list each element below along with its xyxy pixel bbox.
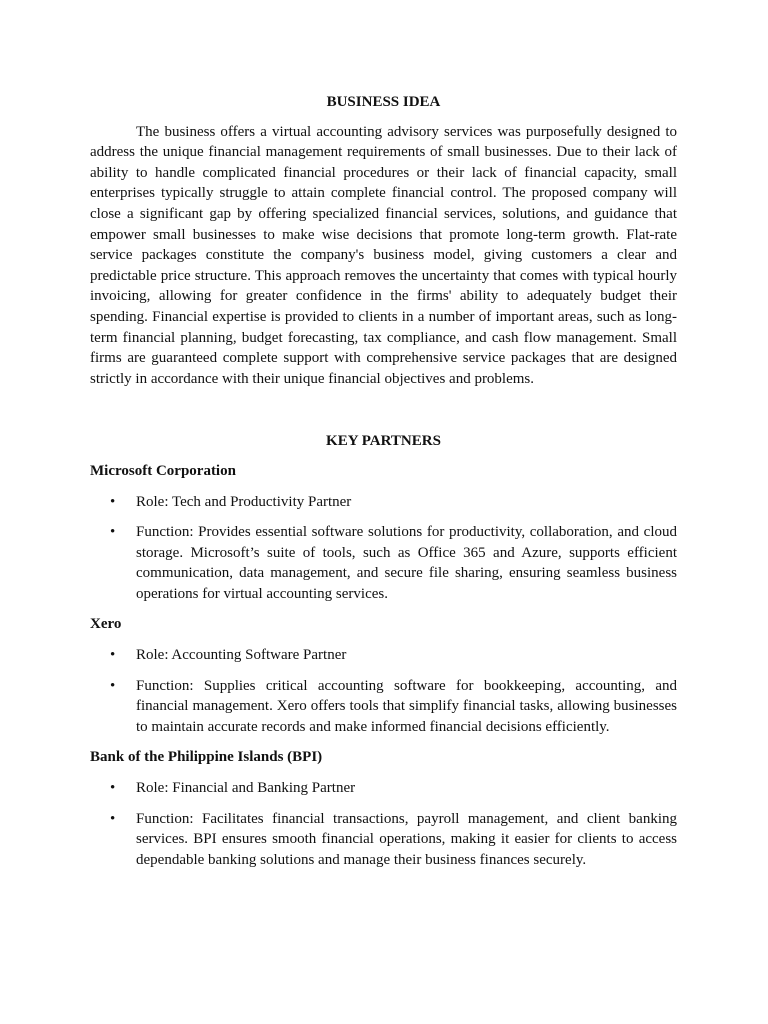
partner-name: Microsoft Corporation bbox=[90, 462, 236, 479]
bullet-icon: • bbox=[110, 810, 116, 827]
partner-role-text: Role: Tech and Productivity Partner bbox=[136, 493, 352, 510]
partner-role-item bbox=[90, 492, 677, 513]
business-idea-heading: BUSINESS IDEA bbox=[326, 94, 441, 110]
bullet-icon: • bbox=[110, 524, 116, 541]
partner-function-item bbox=[90, 809, 677, 871]
partner-details-list bbox=[90, 778, 677, 870]
partner-function-text: Function: Supplies critical accounting software for bookkeeping, accounting, and financial management. Xero offers tools that simplify financial tasks, allowing businesses to maintain accurate records and make informed financial decisions efficiently. bbox=[136, 677, 677, 735]
bullet-icon: • bbox=[110, 493, 116, 510]
partner-section bbox=[90, 747, 677, 870]
bullet-icon: • bbox=[110, 677, 116, 694]
partner-role-text: Role: Financial and Banking Partner bbox=[136, 780, 356, 797]
partner-details-list bbox=[90, 492, 677, 605]
partner-role-item bbox=[90, 778, 677, 799]
document-page bbox=[90, 92, 677, 870]
partner-role-text: Role: Accounting Software Partner bbox=[136, 647, 347, 664]
partner-section bbox=[90, 461, 677, 605]
key-partners-heading: KEY PARTNERS bbox=[326, 433, 441, 450]
partner-name: Xero bbox=[90, 616, 122, 633]
partner-function-text: Function: Facilitates financial transactions, payroll management, and client banking services. BPI ensures smooth financial operations, making it easier for clients to access dependable banking solutions and manage their business finances securely. bbox=[136, 810, 677, 868]
partner-function-item bbox=[90, 522, 677, 604]
partner-section bbox=[90, 614, 677, 737]
partner-name: Bank of the Philippine Islands (BPI) bbox=[90, 749, 323, 766]
bullet-icon: • bbox=[110, 647, 116, 664]
business-idea-paragraph: The business offers a virtual accounting advisory services was purposefully designed to address the unique financial management requirements of small businesses. Due to their lack of ability to handle complicated financial procedures or their lack of financial capacity, small enterprises typically struggle to attain complete financial control. The proposed company will close a significant gap by offering specialized financial services, solutions, and guidance that empower small businesses to make wise decisions that promote long-term growth. Flat-rate service packages constitute the company's business model, giving customers a clear and predictable price structure. This approach removes the uncertainty that comes with typical hourly invoicing, allowing for greater confidence in the firms' ability to adequately budget their spending. Financial expertise is provided to clients in a number of important areas, such as long-term financial planning, budget forecasting, tax compliance, and cash flow management. Small firms are guaranteed complete support with comprehensive service packages that are designed strictly in accordance with their unique financial objectives and problems. bbox=[90, 123, 677, 387]
partner-function-item bbox=[90, 676, 677, 738]
partner-details-list bbox=[90, 645, 677, 737]
bullet-icon: • bbox=[110, 780, 116, 797]
section-spacer bbox=[90, 389, 677, 431]
partner-role-item bbox=[90, 645, 677, 666]
partner-function-text: Function: Provides essential software solutions for productivity, collaboration, and cloud storage. Microsoft’s suite of tools, such as Office 365 and Azure, supports efficient communication, data management, and secure file sharing, ensuring seamless business operations for virtual accounting services. bbox=[136, 524, 677, 602]
